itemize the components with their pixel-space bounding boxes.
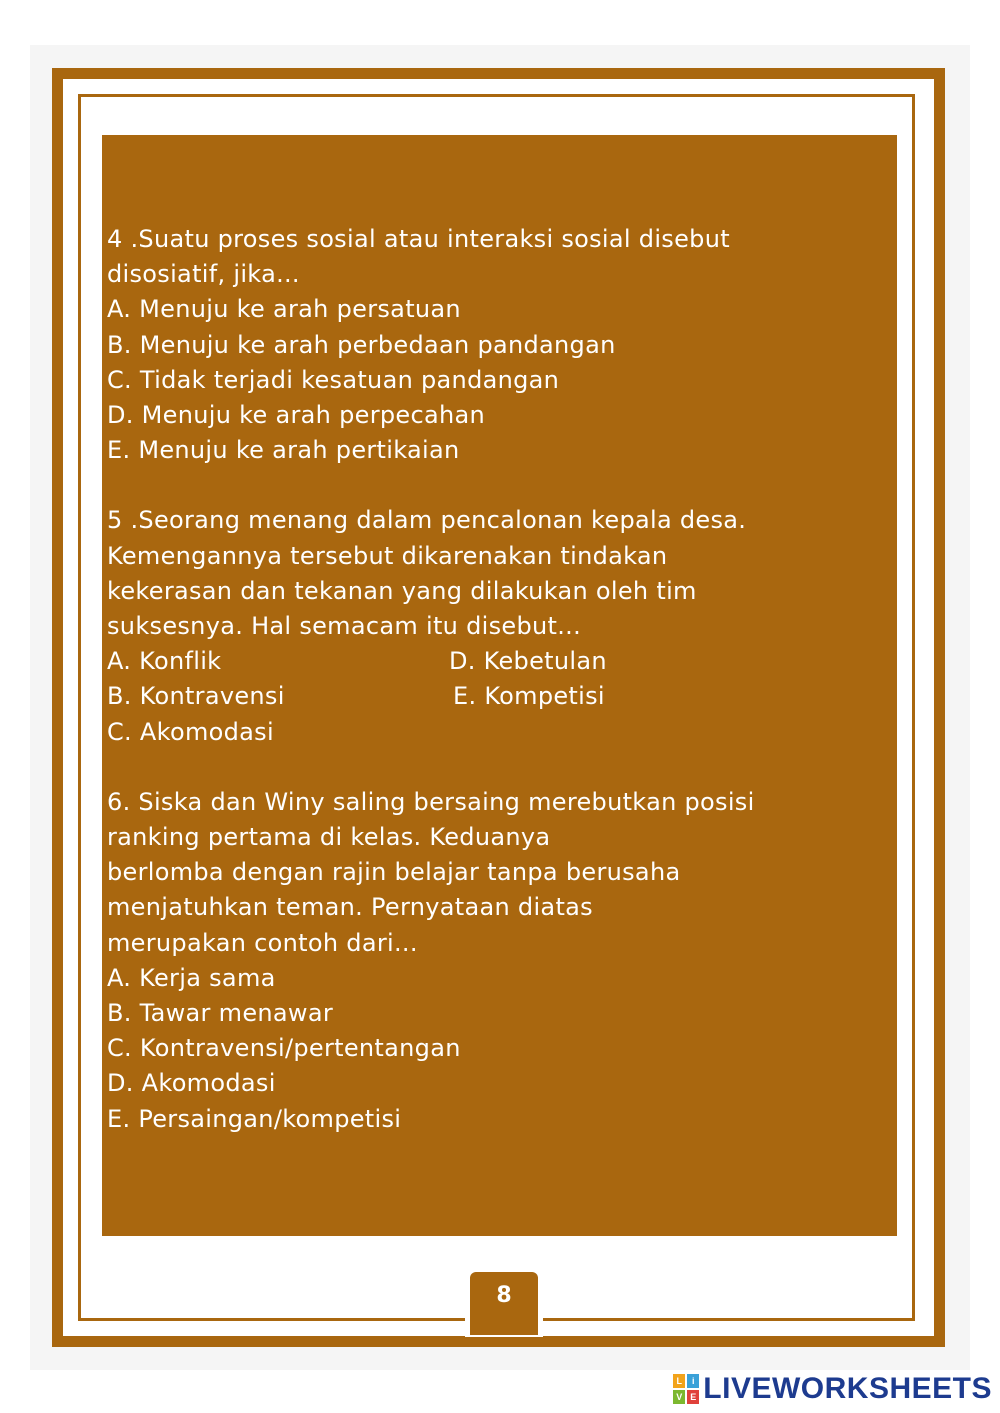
answer-row bbox=[107, 644, 887, 679]
answer-row bbox=[107, 679, 887, 714]
page-number: 8 bbox=[496, 1283, 512, 1308]
answer-option: E. Persaingan/kompetisi bbox=[107, 1104, 402, 1133]
answer-option: A. Konflik bbox=[107, 647, 222, 676]
question-stem: suksesnya. Hal semacam itu disebut... bbox=[107, 612, 582, 641]
answer-option: A. Menuju ke arah persatuan bbox=[107, 295, 461, 324]
answer-option: E. Menuju ke arah pertikaian bbox=[107, 436, 460, 465]
answer-option: C. Akomodasi bbox=[107, 717, 274, 746]
question-stem: 4 .Suatu proses sosial atau interaksi sosial disebut bbox=[107, 225, 730, 253]
answer-option: A. Kerja sama bbox=[107, 963, 276, 992]
liveworksheets-logo-icon: L i V E bbox=[673, 1374, 699, 1404]
question-5 bbox=[107, 503, 887, 749]
answer-option: B. Tawar menawar bbox=[107, 999, 334, 1028]
question-stem: menjatuhkan teman. Pernyataan diatas bbox=[107, 893, 593, 922]
question-stem: berlomba dengan rajin belajar tanpa berusaha bbox=[107, 858, 681, 887]
answer-option: C. Kontravensi/pertentangan bbox=[107, 1034, 461, 1063]
answer-option: E. Kompetisi bbox=[453, 682, 605, 711]
question-stem: 6. Siska dan Winy saling bersaing merebutkan posisi bbox=[107, 787, 755, 816]
question-stem: disosiatif, jika... bbox=[107, 260, 300, 289]
answer-option: C. Tidak terjadi kesatuan pandangan bbox=[107, 365, 560, 394]
liveworksheets-brand bbox=[673, 1372, 992, 1406]
question-4 bbox=[107, 222, 887, 468]
question-stem: 5 .Seorang menang dalam pencalonan kepala desa. bbox=[107, 506, 747, 535]
question-stem: ranking pertama di kelas. Keduanya bbox=[107, 823, 551, 852]
question-text bbox=[107, 222, 887, 1137]
brand-name: LIVEWORKSHEETS bbox=[703, 1372, 992, 1405]
answer-option: B. Kontravensi bbox=[107, 682, 285, 711]
answer-option: B. Menuju ke arah perbedaan pandangan bbox=[107, 330, 616, 359]
question-stem: kekerasan dan tekanan yang dilakukan oleh tim bbox=[107, 576, 697, 605]
answer-option: D. Menuju ke arah perpecahan bbox=[107, 401, 485, 430]
answer-option: D. Kebetulan bbox=[449, 647, 607, 676]
question-stem: Kemengannya tersebut dikarenakan tindakan bbox=[107, 541, 668, 570]
question-6 bbox=[107, 785, 887, 1137]
answer-option: D. Akomodasi bbox=[107, 1069, 276, 1098]
question-stem: merupakan contoh dari... bbox=[107, 928, 418, 957]
